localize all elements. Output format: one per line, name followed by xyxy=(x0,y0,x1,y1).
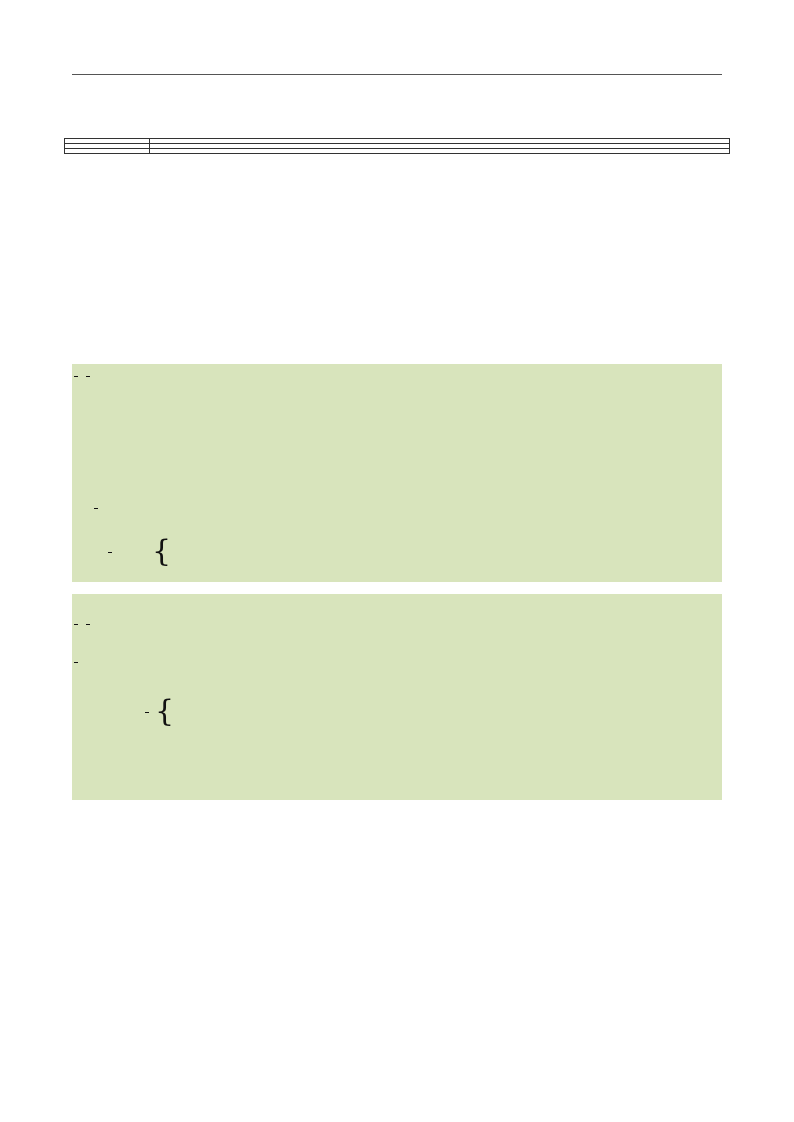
objectives-table xyxy=(64,138,730,154)
page-header xyxy=(72,56,722,75)
numerator xyxy=(94,508,98,509)
fraction-axb-cxd xyxy=(94,508,98,509)
fraction-f-g-2 xyxy=(86,624,90,625)
fraction-f-g-3 xyxy=(74,662,78,663)
supplement-line-3 xyxy=(143,694,186,729)
supplement-line-2 xyxy=(72,654,80,670)
difficulty-row xyxy=(65,149,730,154)
fraction-f-g xyxy=(74,624,78,625)
definition-line xyxy=(72,368,92,384)
supplement-line-1 xyxy=(72,616,92,632)
method-step-5 xyxy=(106,534,177,569)
numerator xyxy=(108,552,112,553)
fraction-axb-cxd-2 xyxy=(108,552,112,553)
numerator xyxy=(74,624,78,625)
method-step-4 xyxy=(92,500,100,516)
fraction-f-g-4 xyxy=(145,712,149,713)
numerator xyxy=(74,376,78,377)
difficulty-cell xyxy=(150,149,730,154)
numerator xyxy=(74,662,78,663)
fraction-f-phi-2 xyxy=(86,376,90,377)
fraction-f-phi xyxy=(74,376,78,377)
numerator xyxy=(86,624,90,625)
numerator xyxy=(86,376,90,377)
difficulty-label xyxy=(65,149,150,154)
left-brace: { xyxy=(154,694,175,729)
numerator xyxy=(145,712,149,713)
left-brace: { xyxy=(151,534,172,569)
